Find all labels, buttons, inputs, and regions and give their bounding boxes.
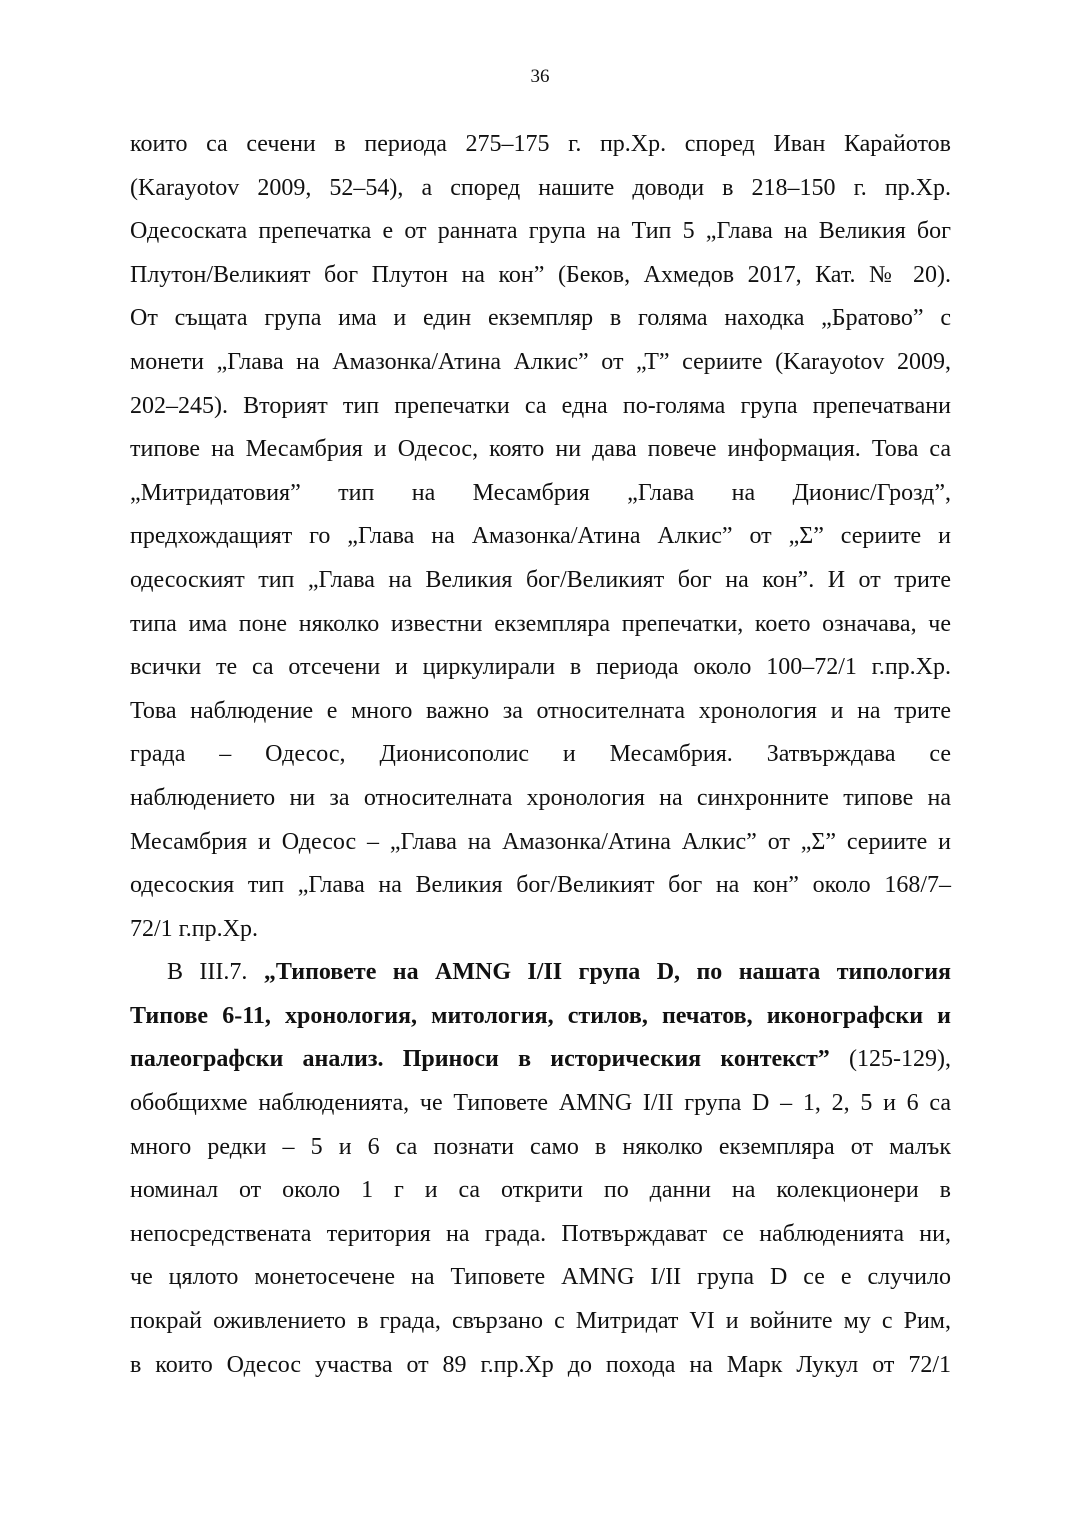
text-line: 72/1 г.пр.Хр. (130, 915, 258, 942)
body-text (130, 123, 951, 1387)
page-number: 36 (530, 66, 550, 87)
text-line: От същата група има и един екземпляр в голяма находка „Братово” с (130, 305, 951, 332)
paragraph-2 (130, 951, 951, 1387)
text-line: 202–245). Вторият тип препечатки са една по-голяма група препечатвани (130, 392, 951, 419)
text-line: типа има поне няколко известни екземпляра препечатки, което означава, че (130, 610, 951, 637)
text-line: (Karayotov 2009, 52–54), а според нашите доводи в 218–150 г. пр.Хр. (130, 174, 951, 201)
text-line: Плутон/Великият бог Плутон на кон” (Беков, Ахмедов 2017, Кат. № 20). (130, 261, 951, 288)
section-heading-line (130, 951, 951, 995)
text-line: града – Одесос, Дионисополис и Месамбрия. Затвърждава се (130, 741, 951, 768)
text-line: номинал от около 1 г и са открити по данни на колекционери в (130, 1177, 951, 1204)
section-heading-line (130, 1038, 951, 1082)
section-title-part: палеографски анализ. Приноси в историческия контекст” (130, 1046, 830, 1073)
text-line: „Митридатовия” тип на Месамбрия „Глава на Дионис/Грозд”, (130, 479, 951, 506)
text-line: Месамбрия и Одесос – „Глава на Амазонка/Атина Алкис” от „Σ” сериите и (130, 828, 951, 855)
text-line: типове на Месамбрия и Одесос, която ни дава повече информация. Това са (130, 436, 951, 463)
text-line: одесоския тип „Глава на Великия бог/Великият бог на кон” около 168/7– (130, 872, 951, 899)
text-line: всички те са отсечени и циркулирали в периода около 100–72/1 г.пр.Хр. (130, 654, 951, 681)
text-line: Това наблюдение е много важно за относителната хронология и на трите (130, 697, 951, 724)
text-line: монети „Глава на Амазонка/Атина Алкис” от „Т” сериите (Karayotov 2009, (130, 348, 951, 375)
text-line: които са сечени в периода 275–175 г. пр.Хр. според Иван Карайотов (130, 131, 951, 157)
page-range: (125-129), (829, 1046, 951, 1073)
text-line: одесоският тип „Глава на Великия бог/Великият бог на кон”. И от трите (130, 566, 951, 593)
text-line: обобщихме наблюденията, че Типовете AMNG I/II група D – 1, 2, 5 и 6 са (130, 1090, 951, 1117)
section-title-part: Типове 6-11, хронология, митология, стилов, печатов, иконографски и (130, 1002, 951, 1029)
text-line: предхождащият го „Глава на Амазонка/Атина Алкис” от „Σ” сериите и (130, 523, 951, 550)
text-line: много редки – 5 и 6 са познати само в няколко екземпляра от малък (130, 1133, 951, 1160)
text-line: в които Одесос участва от 89 г.пр.Хр до похода на Марк Лукул от 72/1 (130, 1351, 951, 1378)
section-reference: В III.7. (167, 959, 264, 986)
text-line: непосредствената територия на града. Потвърждават се наблюденията ни, (130, 1220, 951, 1247)
text-line: че цялото монетосечене на Типовете AMNG I/II група D се е случило (130, 1264, 951, 1291)
text-line: Одесоската препечатка е от ранната група на Тип 5 „Глава на Великия бог (130, 218, 951, 245)
text-line: наблюдението ни за относителната хронология на синхронните типове на (130, 784, 951, 811)
section-title-part: „Типовете на AMNG I/II група D, по нашата типология (263, 959, 951, 986)
text-line: покрай оживлението в града, свързано с Митридат VI и войните му с Рим, (130, 1308, 951, 1335)
paragraph-1 (130, 123, 951, 951)
